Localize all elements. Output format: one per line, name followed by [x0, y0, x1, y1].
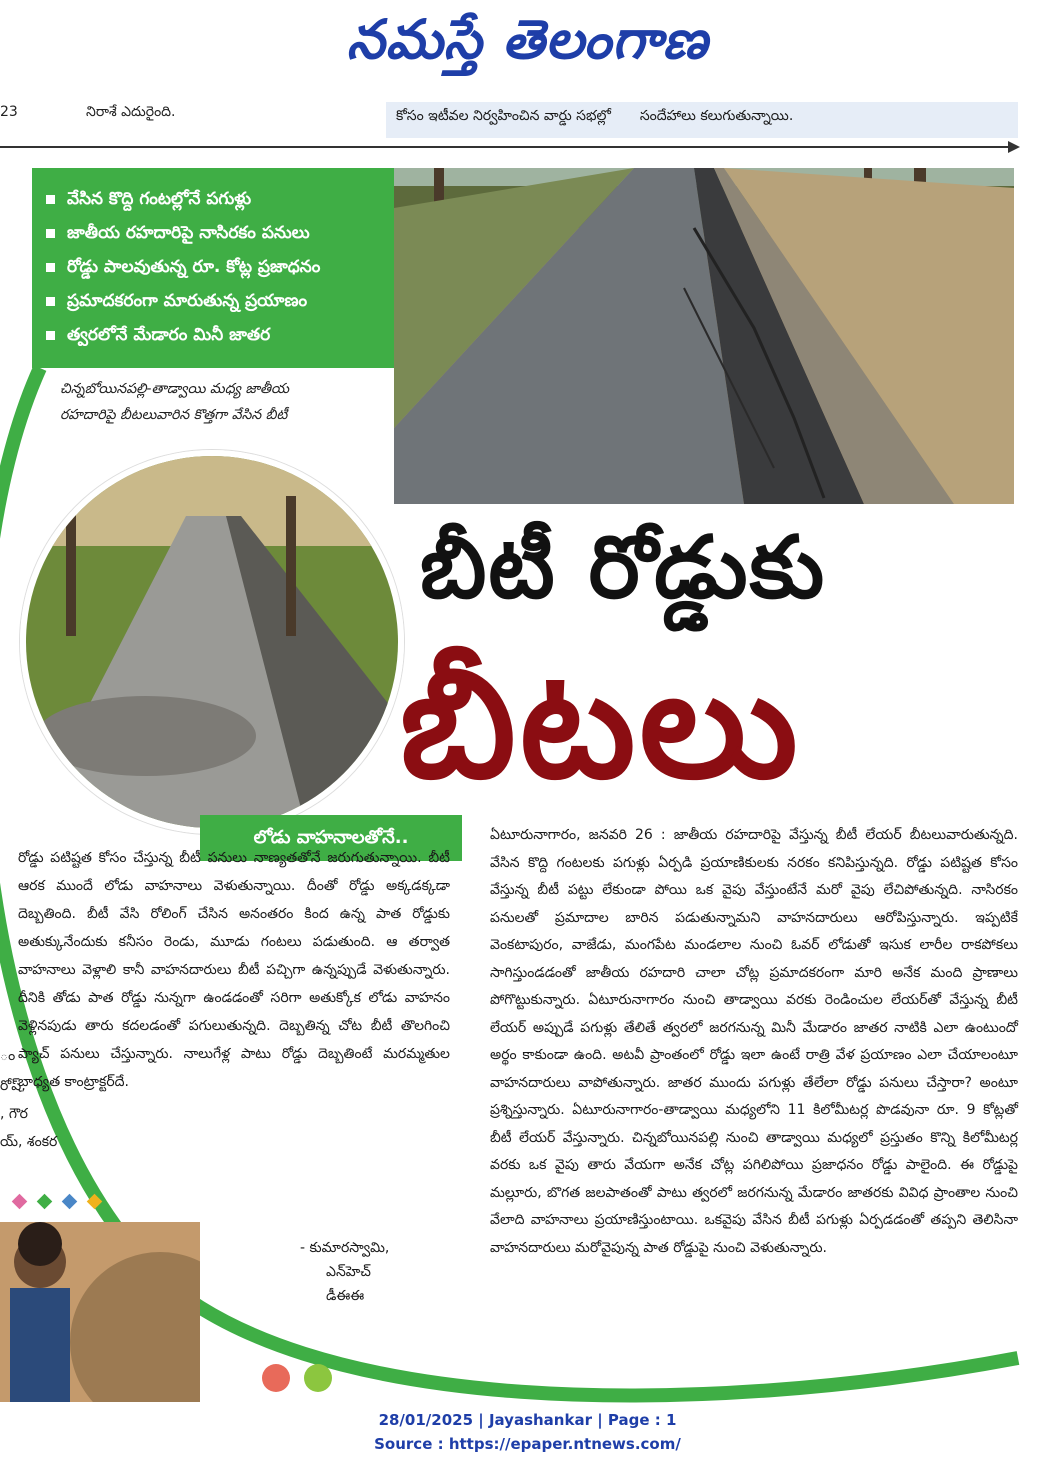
bullet-square-icon: [46, 297, 55, 306]
bullet-square-icon: [46, 195, 55, 204]
bullet-square-icon: [46, 263, 55, 272]
diamond-icon: [37, 1194, 53, 1210]
footer-source-line: Source : https://epaper.ntnews.com/: [374, 1435, 681, 1453]
bullet-square-icon: [46, 331, 55, 340]
edge-fragment: రోష్,: [0, 1078, 26, 1094]
decorative-diamonds: [14, 1192, 109, 1211]
highlights-box: [32, 168, 394, 368]
section-divider: [0, 146, 1018, 148]
decorative-circle-icon: [304, 1364, 332, 1392]
sidebar-column: [18, 844, 450, 1096]
newspaper-title: నమస్తే తెలంగాణ: [346, 8, 709, 71]
fragment-right: సందేహాలు కలుగుతున్నాయి.: [639, 108, 794, 124]
quote-signature: - కుమారస్వామి, ఎన్‌హెచ్ డీఈఈ: [300, 1240, 390, 1304]
road-photo-main: [394, 168, 1014, 504]
highlight-item: వేసిన కొద్ది గంటల్లోనే పగుళ్లు: [46, 182, 394, 216]
bullet-square-icon: [46, 229, 55, 238]
edge-fragment: య్, శంకర: [0, 1134, 58, 1150]
decorative-circle-icon: [262, 1364, 290, 1392]
highlight-item: ప్రమాదకరంగా మారుతున్న ప్రయాణం: [46, 284, 394, 318]
diamond-icon: [87, 1194, 103, 1210]
page-footer: [0, 1408, 1055, 1456]
fragment-left: నిరాశే ఎదురైంది.: [86, 104, 176, 120]
sidebar-subhead: లోడు వాహనాలతోనే..: [200, 815, 462, 861]
photo-caption: చిన్నబోయినపల్లి-తాడ్వాయి మధ్య జాతీయ రహదారిపై బీటలువారిన కొత్తగా వేసిన బీటీ: [60, 381, 289, 423]
road-photo-circle: [20, 450, 404, 834]
edge-fragment: , గౌర: [0, 1106, 28, 1122]
highlight-item: జాతీయ రహదారిపై నాసిరకం పనులు: [46, 216, 394, 250]
headline-line1: బీటీ రోడ్డుకు: [420, 518, 827, 618]
fragment-mid: కోసం ఇటీవల నిర్వహించిన వార్డు సభల్లో: [396, 108, 611, 124]
highlight-item: రోడ్డు పాలవుతున్న రూ. కోట్ల ప్రజాధనం: [46, 250, 394, 284]
reporter-photo: [0, 1222, 200, 1402]
article-paragraph: ఏటూరునాగారం, జనవరి 26 : జాతీయ రహదారిపై వేస్తున్న బీటీ లేయర్ బీటలువారుతున్నది. వేసిన కొద్ది గంటలకు పగుళ్లు ఏర్పడి ప్రయాణికులకు నరకం కనిపిస్తున్నది. రోడ్డు పటిష్టత కోసం వేస్తున్న బీటీ పట్టు లేకుండా పోయి ఒక వైపు వేస్తుంటేనే మరో వైపు లేచిపోతున్నది. నాసిరకం పనులతో ప్రమాదాల బారిన పడుతున్నామని వాహనదారులు ఆరోపిస్తున్నారు. ఇప్పటికే వెంకటాపురం, వాజేడు, మంగపేట మండలాల నుంచి ఓవర్ లోడుతో ఇసుక లారీల రాకపోకలు సాగిస్తుండడంతో జాతీయ రహదారి చాలా చోట్ల ప్రమాదకరంగా మారి అనేక మంది ప్రాణాలు పోగొట్టుకున్నారు. ఏటూరునాగారం నుంచి తాడ్వాయి వరకు రెండించుల లేయర్‌తో వేస్తున్న బీటీ లేయర్ అప్పుడే పగుళ్లు తేలితే త్వరలో జరగనున్న మినీ మేడారం జాతర నాటికి ఎలా ఉంటుందో అర్థం కాకుండా ఉంది. అటవీ ప్రాంతంలో రోడ్డు ఇలా ఉంటే రాత్రి వేళ ప్రయాణం ఎలా చేయాలంటూ వాహనదారులు వాపోతున్నారు. జాతర ముందు పగుళ్లు తేలేలా రోడ్డు పనులు చేస్తారా? అంటూ ప్రశ్నిస్తున్నారు. ఏటూరునాగారం-తాడ్వాయి మధ్యలోని 11 కిలోమీటర్ల పొడవునా రూ. 9 కోట్లతో బీటీ లేయర్ వేస్తున్నారు. చిన్నబోయినపల్లి నుంచి తాడ్వాయి మధ్యలో ప్రస్తుతం కొన్ని కిలోమీటర్ల వరకు ఒక వైపు తారు వేయగా అనేక చోట్ల పగిలిపోయి ప్రజాధనం రోడ్డు పాలైంది. ఈ రోడ్డుపై మల్లూరు, బొగత జలపాతంతో పాటు త్వరలో జరగనున్న మేడారం జాతరకు వివిధ ప్రాంతాల నుంచి వేలాది వాహనాలు ప్రయాణిస్తుంటాయి. ఒకవైపు వేసిన బీటీ పగుళ్లు ఏర్పడడంతో తప్పని తెలిసినా వాహనదారులు మరోవైపున్న పాత రోడ్డుపై నుంచి వెళుతున్నారు.: [490, 827, 1018, 1256]
edge-fragment: ం: [0, 1048, 16, 1064]
sidebar-paragraph: రోడ్డు పటిష్టత కోసం చేస్తున్న బీటీ పనులు నాణ్యతతోనే జరుగుతున్నాయి. బీటీ ఆరక ముందే లోడు వాహనాలు వెళుతున్నాయి. దీంతో రోడ్డు అక్కడక్కడా దెబ్బతింది. బీటీ వేసి రోలింగ్ చేసిన అనంతరం కింద ఉన్న పాత రోడ్డుకు అతుక్కునేందుకు కనీసం రెండు, మూడు గంటలు పడుతుంది. ఆ తర్వాత వాహనాలు వెళ్లాలి కానీ వాహనదారులు బీటీ పచ్చిగా ఉన్నప్పుడే వెళుతున్నారు. దీనికి తోడు పాత రోడ్డు నున్నగా ఉండడంతో సరిగా అతుక్కోక లోడు వాహనం వెళ్లినపుడు తారు కదలడంతో పగులుతున్నది. దెబ్బతిన్న చోట బీటీ తొలగించి ప్యాచ్ పనులు చేస్తున్నారు. నాలుగేళ్ల పాటు రోడ్డు దెబ్బతింటే మరమ్మతుల బాధ్యత కాంట్రాక్టర్‌దే.: [18, 850, 450, 1090]
fragment-box: [386, 102, 1018, 138]
diamond-icon: [12, 1194, 28, 1210]
divider-arrow-icon: [1008, 141, 1020, 153]
diamond-icon: [62, 1194, 78, 1210]
article-body: [490, 822, 1018, 1262]
masthead: [0, 0, 1055, 85]
highlight-item: త్వరలోనే మేడారం మినీ జాతర: [46, 318, 394, 352]
footer-date-line: 28/01/2025 | Jayashankar | Page : 1: [378, 1411, 677, 1429]
headline-line2: బీటలు: [400, 638, 802, 812]
page-number-fragment: 23: [0, 104, 18, 120]
